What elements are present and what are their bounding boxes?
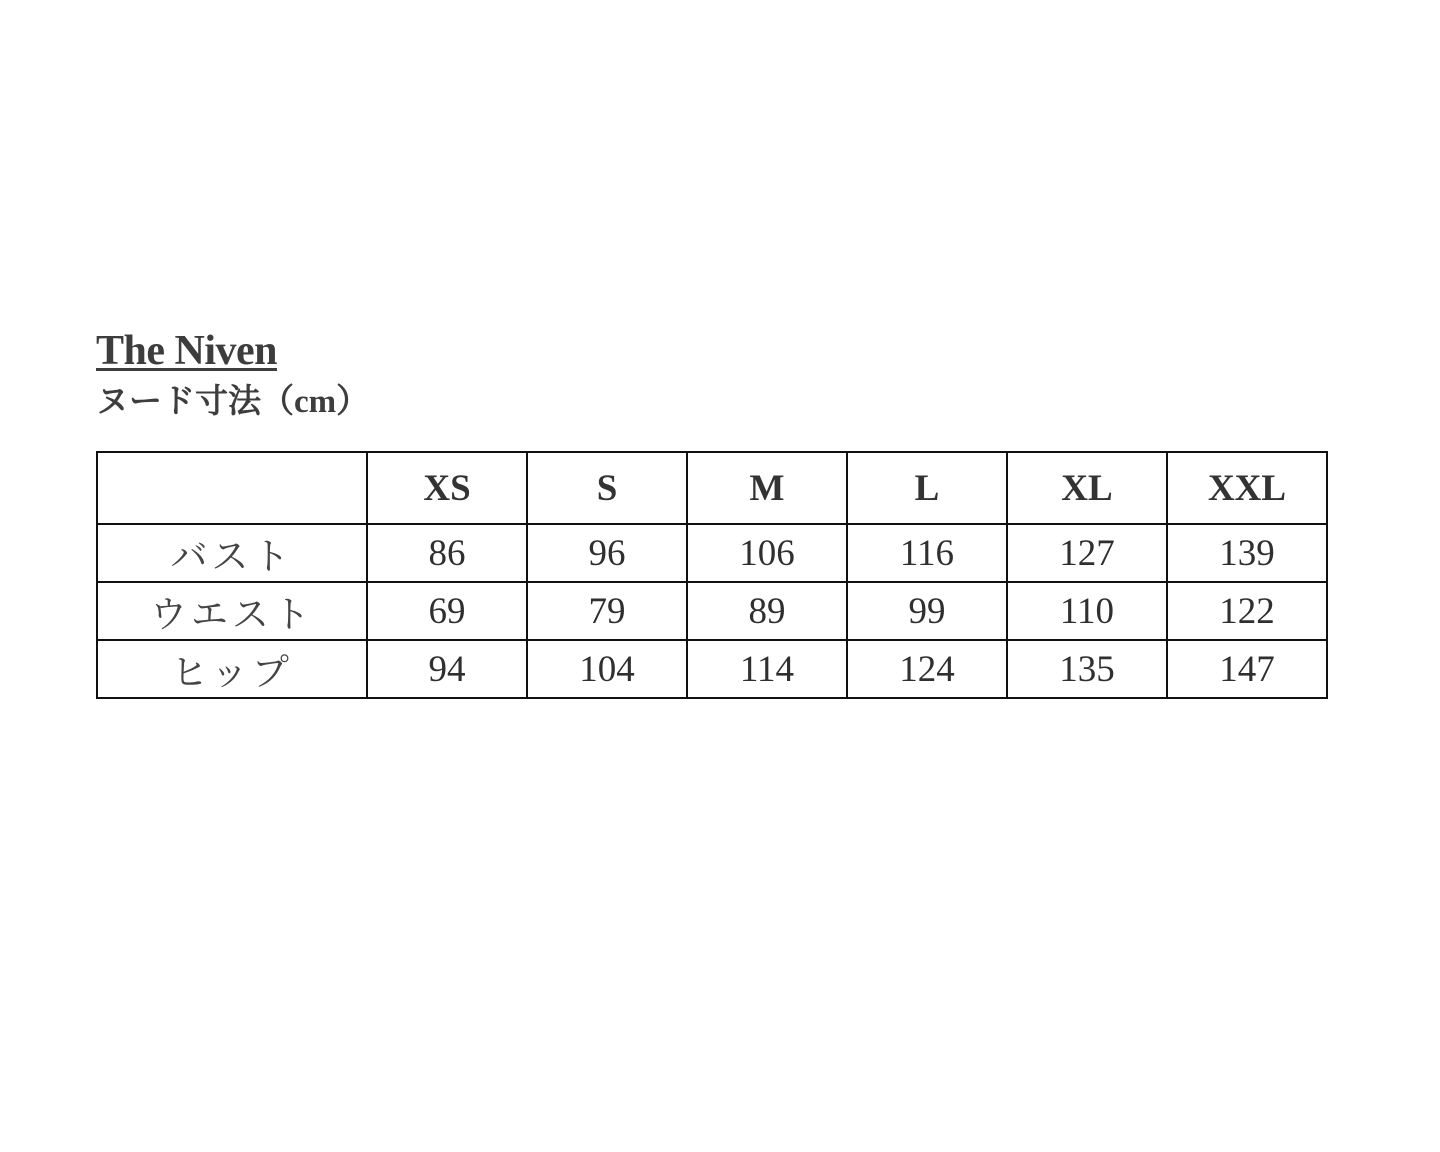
header-empty bbox=[97, 452, 367, 524]
table-cell: 114 bbox=[687, 640, 847, 698]
row-label: ウエスト bbox=[97, 582, 367, 640]
table-cell: 124 bbox=[847, 640, 1007, 698]
table-cell: 139 bbox=[1167, 524, 1327, 582]
table-cell: 127 bbox=[1007, 524, 1167, 582]
table-row-bust bbox=[97, 524, 1327, 582]
header-size-xl: XL bbox=[1007, 452, 1167, 524]
header-size-xxl: XXL bbox=[1167, 452, 1327, 524]
table-cell: 110 bbox=[1007, 582, 1167, 640]
table-row-hip bbox=[97, 640, 1327, 698]
table-cell: 79 bbox=[527, 582, 687, 640]
table-cell: 147 bbox=[1167, 640, 1327, 698]
table-cell: 106 bbox=[687, 524, 847, 582]
header-size-m: M bbox=[687, 452, 847, 524]
table-cell: 122 bbox=[1167, 582, 1327, 640]
table-cell: 69 bbox=[367, 582, 527, 640]
table-row-waist bbox=[97, 582, 1327, 640]
document bbox=[96, 326, 1328, 694]
row-label: バスト bbox=[97, 524, 367, 582]
table-cell: 96 bbox=[527, 524, 687, 582]
size-table bbox=[96, 451, 1328, 699]
table-cell: 86 bbox=[367, 524, 527, 582]
header-size-l: L bbox=[847, 452, 1007, 524]
table-cell: 116 bbox=[847, 524, 1007, 582]
document-subtitle: ヌード寸法（cm） bbox=[96, 384, 370, 420]
table-cell: 135 bbox=[1007, 640, 1167, 698]
row-label: ヒップ bbox=[97, 640, 367, 698]
table-header bbox=[97, 452, 1327, 524]
table-cell: 99 bbox=[847, 582, 1007, 640]
document-title: The Niven bbox=[96, 328, 278, 374]
table-header-row bbox=[97, 452, 1327, 524]
header-size-s: S bbox=[527, 452, 687, 524]
table-cell: 104 bbox=[527, 640, 687, 698]
table-cell: 94 bbox=[367, 640, 527, 698]
table-cell: 89 bbox=[687, 582, 847, 640]
header-size-xs: XS bbox=[367, 452, 527, 524]
table-body bbox=[97, 524, 1327, 698]
